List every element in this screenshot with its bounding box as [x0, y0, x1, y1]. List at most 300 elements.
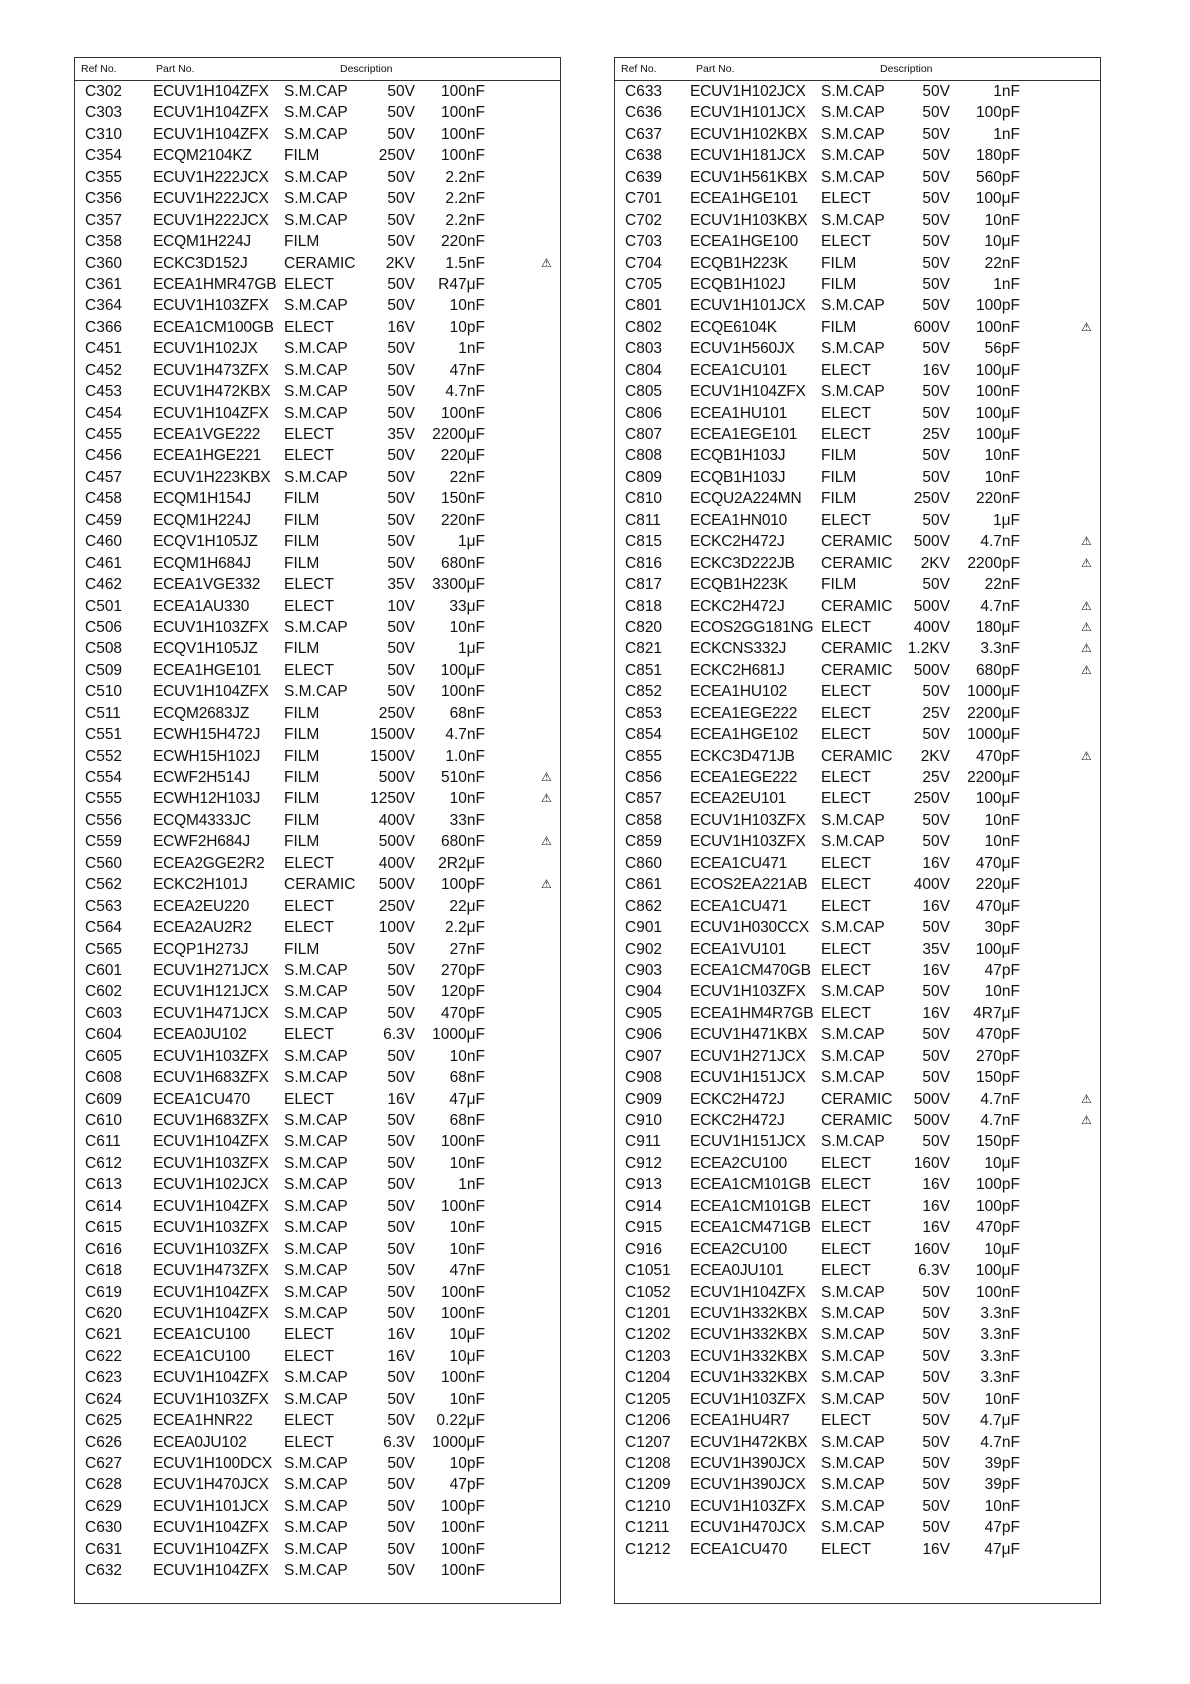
type-cell: FILM [284, 726, 320, 744]
value-cell: 10nF [984, 983, 1020, 1001]
type-cell: S.M.CAP [284, 297, 348, 315]
value-cell: 100nF [441, 83, 485, 100]
table-row [75, 445, 560, 466]
ref-cell: C1208 [625, 1455, 671, 1472]
voltage-cell: 50V [387, 511, 415, 529]
table-row [75, 596, 560, 617]
part-number-cell: ECKC2H472J [690, 1112, 785, 1129]
part-number-cell: ECUV1H104ZFX [153, 1369, 269, 1387]
part-number-cell: ECUV1H102JCX [690, 83, 806, 100]
voltage-cell: 2KV [920, 554, 950, 572]
type-cell: S.M.CAP [821, 1069, 885, 1087]
table-row [615, 1089, 1100, 1110]
ref-cell: C637 [625, 125, 663, 143]
part-number-cell: ECEA1CM470GB [690, 961, 811, 979]
table-row [615, 338, 1100, 359]
value-cell: 680nF [441, 554, 485, 572]
table-row [75, 338, 560, 359]
table-body [75, 81, 560, 1582]
voltage-cell: 50V [922, 104, 950, 122]
table-row [615, 1453, 1100, 1474]
ref-cell: C1202 [625, 1326, 671, 1344]
type-cell: CERAMIC [284, 254, 356, 272]
voltage-cell: 50V [387, 661, 415, 679]
type-cell: ELECT [821, 1262, 871, 1280]
ref-cell: C630 [85, 1519, 123, 1537]
table-row [615, 1024, 1100, 1045]
table-row [615, 188, 1100, 209]
voltage-cell: 50V [922, 404, 950, 422]
voltage-cell: 50V [387, 1562, 415, 1580]
table-row [75, 1153, 560, 1174]
part-number-cell: ECEA1HN010 [690, 511, 788, 529]
value-cell: 1nF [458, 1176, 485, 1194]
table-row [75, 767, 560, 788]
value-cell: 100nF [441, 1519, 485, 1537]
part-number-cell: ECQM1H224J [153, 511, 251, 529]
voltage-cell: 50V [387, 1069, 415, 1087]
type-cell: S.M.CAP [284, 1476, 348, 1494]
table-row [615, 360, 1100, 381]
value-cell: 3.3nF [980, 1369, 1020, 1387]
type-cell: S.M.CAP [821, 1455, 885, 1472]
table-row [615, 1539, 1100, 1560]
table-row [615, 553, 1100, 574]
part-number-cell: ECEA1HU102 [690, 683, 788, 701]
part-number-cell: ECWH15H472J [153, 726, 261, 744]
part-number-cell: ECUV1H561KBX [690, 168, 808, 186]
type-cell: S.M.CAP [821, 104, 885, 122]
part-number-cell: ECEA1HM4R7GB [690, 1004, 814, 1022]
ref-cell: C366 [85, 318, 123, 336]
type-cell: S.M.CAP [284, 1069, 348, 1087]
value-cell: 100μF [975, 361, 1020, 379]
ref-cell: C904 [625, 983, 663, 1001]
part-number-cell: ECUV1H103ZFX [153, 1154, 269, 1172]
voltage-cell: 50V [922, 168, 950, 186]
type-cell: S.M.CAP [284, 83, 348, 100]
type-cell: CERAMIC [821, 554, 893, 572]
ref-cell: C310 [85, 125, 123, 143]
type-cell: FILM [284, 233, 320, 251]
value-cell: 10μF [449, 1347, 485, 1365]
table-row [615, 810, 1100, 831]
voltage-cell: 6.3V [383, 1433, 415, 1451]
voltage-cell: 50V [387, 618, 415, 636]
type-cell: ELECT [821, 361, 871, 379]
type-cell: S.M.CAP [821, 1326, 885, 1344]
value-cell: 100μF [975, 404, 1020, 422]
ref-cell: C616 [85, 1240, 123, 1258]
ref-cell: C623 [85, 1369, 123, 1387]
ref-cell: C702 [625, 211, 663, 229]
table-row [75, 853, 560, 874]
table-row [75, 553, 560, 574]
ref-cell: C364 [85, 297, 123, 315]
part-number-cell: ECQM2104KZ [153, 147, 252, 165]
ref-cell: C608 [85, 1069, 123, 1087]
header-ref-no: Ref No. [621, 63, 657, 75]
value-cell: 100nF [441, 1562, 485, 1580]
ref-cell: C1052 [625, 1283, 671, 1301]
type-cell: ELECT [821, 940, 871, 958]
part-number-cell: ECEA2CU100 [690, 1154, 788, 1172]
value-cell: 10nF [449, 1154, 485, 1172]
part-number-cell: ECUV1H104ZFX [690, 383, 806, 401]
ref-cell: C907 [625, 1047, 663, 1065]
ref-cell: C705 [625, 275, 663, 293]
voltage-cell: 6.3V [383, 1026, 415, 1044]
type-cell: CERAMIC [284, 876, 356, 894]
table-row [75, 81, 560, 102]
type-cell: ELECT [821, 1004, 871, 1022]
table-row [75, 253, 560, 274]
part-number-cell: ECQM1H684J [153, 554, 251, 572]
part-number-cell: ECUV1H104ZFX [153, 125, 269, 143]
part-number-cell: ECEA1HU4R7 [690, 1412, 790, 1430]
voltage-cell: 50V [922, 233, 950, 251]
type-cell: S.M.CAP [284, 1497, 348, 1515]
value-cell: 27nF [449, 940, 485, 958]
voltage-cell: 1500V [370, 726, 415, 744]
voltage-cell: 500V [913, 1090, 950, 1108]
voltage-cell: 50V [922, 1047, 950, 1065]
type-cell: ELECT [284, 275, 334, 293]
part-number-cell: ECKC3D222JB [690, 554, 795, 572]
ref-cell: C639 [625, 168, 663, 186]
table-row [75, 746, 560, 767]
ref-cell: C817 [625, 576, 663, 594]
voltage-cell: 50V [387, 1154, 415, 1172]
value-cell: 1μF [457, 533, 485, 551]
table-row [615, 1517, 1100, 1538]
ref-cell: C358 [85, 233, 123, 251]
ref-cell: C511 [85, 704, 121, 722]
ref-cell: C901 [625, 919, 663, 937]
type-cell: FILM [821, 468, 857, 486]
type-cell: ELECT [821, 1540, 871, 1558]
part-number-cell: ECEA1VGE222 [153, 426, 261, 443]
table-header [75, 58, 560, 81]
table-row [615, 1046, 1100, 1067]
part-number-cell: ECKCNS332J [690, 640, 787, 658]
type-cell: ELECT [821, 233, 871, 251]
ref-cell: C704 [625, 254, 663, 272]
value-cell: 100μF [975, 190, 1020, 208]
type-cell: ELECT [284, 576, 334, 594]
table-row [615, 1432, 1100, 1453]
type-cell: S.M.CAP [284, 211, 348, 229]
type-cell: CERAMIC [821, 1112, 893, 1129]
part-number-cell: ECEA2GGE2R2 [153, 854, 265, 872]
table-row [75, 403, 560, 424]
value-cell: 4.7nF [445, 383, 485, 401]
part-number-cell: ECUV1H101JCX [690, 104, 806, 122]
part-number-cell: ECUV1H102JX [153, 340, 258, 358]
ref-cell: C629 [85, 1497, 123, 1515]
warning-icon: ⚠ [1081, 619, 1092, 634]
type-cell: FILM [284, 940, 320, 958]
type-cell: S.M.CAP [821, 1047, 885, 1065]
type-cell: S.M.CAP [284, 168, 348, 186]
table-row [75, 703, 560, 724]
table-row [75, 102, 560, 123]
voltage-cell: 50V [387, 447, 415, 465]
ref-cell: C626 [85, 1433, 123, 1451]
table-body [615, 81, 1100, 1560]
ref-cell: C1207 [625, 1433, 671, 1451]
table-row [615, 1067, 1100, 1088]
voltage-cell: 50V [387, 533, 415, 551]
part-number-cell: ECEA1EGE222 [690, 769, 798, 786]
ref-cell: C636 [625, 104, 663, 122]
value-cell: 470pF [441, 1004, 485, 1022]
table-row [615, 1410, 1100, 1431]
ref-cell: C564 [85, 919, 123, 937]
type-cell: S.M.CAP [284, 1455, 348, 1472]
voltage-cell: 1500V [370, 747, 415, 765]
table-row [75, 1174, 560, 1195]
value-cell: 100nF [976, 383, 1020, 401]
value-cell: 47pF [984, 1519, 1020, 1537]
value-cell: 150pF [976, 1069, 1020, 1087]
part-number-cell: ECEA1EGE222 [690, 704, 798, 722]
ref-cell: C633 [625, 83, 663, 100]
value-cell: 47nF [449, 361, 485, 379]
voltage-cell: 50V [387, 1047, 415, 1065]
type-cell: FILM [284, 769, 320, 786]
voltage-cell: 50V [387, 404, 415, 422]
value-cell: 10nF [984, 1390, 1020, 1408]
ref-cell: C452 [85, 361, 123, 379]
type-cell: FILM [284, 811, 320, 829]
voltage-cell: 50V [922, 468, 950, 486]
voltage-cell: 50V [387, 275, 415, 293]
type-cell: ELECT [821, 790, 871, 808]
type-cell: S.M.CAP [284, 983, 348, 1001]
voltage-cell: 16V [922, 1197, 950, 1215]
voltage-cell: 35V [387, 576, 415, 594]
part-number-cell: ECEA1EGE101 [690, 426, 798, 443]
value-cell: 10nF [984, 1497, 1020, 1515]
part-number-cell: ECEA1CM100GB [153, 318, 274, 336]
value-cell: 10nF [984, 811, 1020, 829]
voltage-cell: 50V [922, 1390, 950, 1408]
voltage-cell: 50V [922, 383, 950, 401]
table-row [75, 210, 560, 231]
value-cell: 120pF [441, 983, 485, 1001]
voltage-cell: 500V [913, 1112, 950, 1129]
table-row [75, 1496, 560, 1517]
voltage-cell: 400V [378, 854, 415, 872]
ref-cell: C1209 [625, 1476, 671, 1494]
part-number-cell: ECUV1H101JCX [690, 297, 806, 315]
part-number-cell: ECEA1HGE221 [153, 447, 262, 465]
part-number-cell: ECWH15H102J [153, 747, 261, 765]
value-cell: 30pF [984, 919, 1020, 937]
voltage-cell: 50V [387, 1004, 415, 1022]
ref-cell: C614 [85, 1197, 123, 1215]
warning-icon: ⚠ [541, 255, 552, 270]
table-row [615, 617, 1100, 638]
part-number-cell: ECEA1VU101 [690, 940, 787, 958]
ref-cell: C506 [85, 618, 123, 636]
voltage-cell: 250V [913, 490, 950, 508]
type-cell: FILM [284, 147, 320, 165]
type-cell: ELECT [284, 1412, 334, 1430]
part-number-cell: ECUV1H103ZFX [690, 983, 806, 1001]
warning-icon: ⚠ [1081, 598, 1092, 613]
part-number-cell: ECQM4333JC [153, 811, 251, 829]
type-cell: S.M.CAP [284, 340, 348, 358]
type-cell: S.M.CAP [821, 1476, 885, 1494]
ref-cell: C808 [625, 447, 663, 465]
part-number-cell: ECUV1H104ZFX [153, 1197, 269, 1215]
ref-cell: C355 [85, 168, 123, 186]
table-row [75, 788, 560, 809]
table-row [75, 488, 560, 509]
type-cell: S.M.CAP [284, 383, 348, 401]
part-number-cell: ECQM1H154J [153, 490, 251, 508]
part-number-cell: ECEA1HGE102 [690, 726, 799, 744]
ref-cell: C908 [625, 1069, 663, 1087]
table-row [615, 531, 1100, 552]
part-number-cell: ECEA2AU2R2 [153, 919, 252, 937]
voltage-cell: 50V [387, 1283, 415, 1301]
voltage-cell: 50V [922, 254, 950, 272]
type-cell: ELECT [821, 1154, 871, 1172]
part-number-cell: ECUV1H103ZFX [690, 1497, 806, 1515]
table-row [75, 1324, 560, 1345]
part-number-cell: ECEA1CU471 [690, 897, 788, 915]
ref-cell: C905 [625, 1004, 663, 1022]
part-number-cell: ECUV1H471KBX [690, 1026, 808, 1044]
value-cell: 180pF [976, 147, 1020, 165]
voltage-cell: 50V [387, 1455, 415, 1472]
table-row [75, 317, 560, 338]
table-row [615, 510, 1100, 531]
part-number-cell: ECUV1H104ZFX [690, 1283, 806, 1301]
type-cell: S.M.CAP [821, 1026, 885, 1044]
voltage-cell: 16V [922, 1004, 950, 1022]
ref-cell: C456 [85, 447, 123, 465]
voltage-cell: 50V [922, 340, 950, 358]
type-cell: S.M.CAP [284, 1219, 348, 1237]
type-cell: ELECT [284, 318, 334, 336]
voltage-cell: 50V [387, 1497, 415, 1515]
header-description: Description [880, 63, 933, 75]
table-row [615, 1239, 1100, 1260]
ref-cell: C619 [85, 1283, 123, 1301]
table-row [615, 1217, 1100, 1238]
part-number-cell: ECKC2H472J [690, 597, 785, 615]
table-row [75, 724, 560, 745]
ref-cell: C508 [85, 640, 123, 658]
table-row [615, 960, 1100, 981]
part-number-cell: ECUV1H560JX [690, 340, 795, 358]
type-cell: ELECT [821, 1412, 871, 1430]
type-cell: CERAMIC [821, 661, 893, 679]
table-row [75, 1131, 560, 1152]
value-cell: 39pF [984, 1455, 1020, 1472]
type-cell: ELECT [821, 726, 871, 744]
part-number-cell: ECEA0JU101 [690, 1262, 784, 1280]
type-cell: FILM [284, 833, 320, 851]
table-row [615, 746, 1100, 767]
warning-icon: ⚠ [1081, 534, 1092, 549]
voltage-cell: 16V [922, 854, 950, 872]
value-cell: 47pF [449, 1476, 485, 1494]
warning-icon: ⚠ [1081, 319, 1092, 334]
value-cell: 10nF [449, 1390, 485, 1408]
type-cell: CERAMIC [821, 640, 893, 658]
value-cell: 100nF [441, 1369, 485, 1387]
value-cell: 220nF [441, 511, 485, 529]
ref-cell: C861 [625, 876, 663, 894]
type-cell: ELECT [821, 704, 871, 722]
voltage-cell: 50V [922, 1347, 950, 1365]
table-row [615, 1260, 1100, 1281]
voltage-cell: 50V [387, 1390, 415, 1408]
type-cell: S.M.CAP [284, 1240, 348, 1258]
value-cell: 10nF [984, 447, 1020, 465]
voltage-cell: 16V [387, 1347, 415, 1365]
part-number-cell: ECUV1H222JCX [153, 168, 269, 186]
ref-cell: C701 [625, 190, 663, 208]
voltage-cell: 50V [387, 640, 415, 658]
value-cell: 33nF [449, 811, 485, 829]
part-number-cell: ECEA1CU100 [153, 1347, 251, 1365]
table-row [75, 231, 560, 252]
value-cell: 33μF [449, 597, 485, 615]
voltage-cell: 50V [922, 1369, 950, 1387]
part-number-cell: ECUV1H472KBX [690, 1433, 808, 1451]
voltage-cell: 50V [922, 1497, 950, 1515]
value-cell: 100μF [440, 661, 485, 679]
value-cell: 1000μF [432, 1026, 485, 1044]
ref-cell: C1210 [625, 1497, 671, 1515]
ref-cell: C501 [85, 597, 123, 615]
type-cell: FILM [284, 747, 320, 765]
voltage-cell: 6.3V [918, 1262, 950, 1280]
value-cell: 10pF [449, 318, 485, 336]
voltage-cell: 16V [922, 361, 950, 379]
warning-icon: ⚠ [1081, 555, 1092, 570]
type-cell: ELECT [821, 1197, 871, 1215]
value-cell: 150pF [976, 1133, 1020, 1151]
voltage-cell: 50V [387, 1519, 415, 1537]
value-cell: 220nF [976, 490, 1020, 508]
value-cell: 150nF [441, 490, 485, 508]
table-row [615, 724, 1100, 745]
ref-cell: C851 [625, 661, 663, 679]
table-row [75, 1217, 560, 1238]
part-number-cell: ECOS2EA221AB [690, 876, 808, 894]
ref-cell: C563 [85, 897, 123, 915]
table-row [75, 1560, 560, 1581]
voltage-cell: 25V [922, 769, 950, 786]
part-number-cell: ECQB1H103J [690, 468, 786, 486]
type-cell: S.M.CAP [284, 1262, 348, 1280]
table-row [75, 188, 560, 209]
value-cell: 510nF [441, 769, 485, 786]
ref-cell: C302 [85, 83, 123, 100]
table-row [615, 1303, 1100, 1324]
value-cell: 2.2μF [445, 919, 485, 937]
table-row [615, 488, 1100, 509]
parts-table-left [74, 57, 561, 1604]
ref-cell: C860 [625, 854, 663, 872]
